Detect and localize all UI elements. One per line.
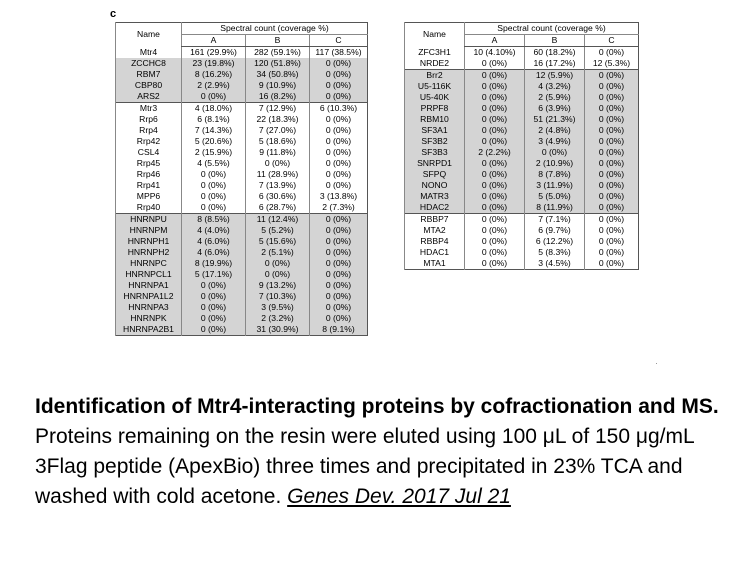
count-b-cell: 22 (18.3%) (246, 114, 310, 125)
protein-name-cell: CSL4 (116, 147, 182, 158)
protein-name-cell: Rrp4 (116, 125, 182, 136)
protein-name-cell: CBP80 (116, 80, 182, 91)
count-a-cell: 4 (6.0%) (182, 236, 246, 247)
count-a-cell: 0 (0%) (182, 313, 246, 324)
count-b-cell: 11 (28.9%) (246, 169, 310, 180)
count-c-cell: 0 (0%) (585, 202, 639, 214)
count-c-cell: 0 (0%) (585, 225, 639, 236)
table-row (116, 147, 368, 158)
protein-name-cell: MATR3 (405, 191, 465, 202)
table-row (405, 70, 639, 82)
count-b-cell: 7 (12.9%) (246, 103, 310, 115)
count-a-cell: 0 (0%) (182, 169, 246, 180)
count-c-cell: 0 (0%) (310, 258, 368, 269)
count-c-cell: 0 (0%) (310, 302, 368, 313)
count-a-cell: 0 (0%) (182, 302, 246, 313)
count-a-cell: 2 (2.9%) (182, 80, 246, 91)
table-row (405, 214, 639, 226)
count-c-cell: 0 (0%) (310, 80, 368, 91)
count-b-cell: 2 (3.2%) (246, 313, 310, 324)
count-b-cell: 9 (10.9%) (246, 80, 310, 91)
count-c-cell: 0 (0%) (585, 103, 639, 114)
table-row (405, 81, 639, 92)
count-b-cell: 2 (5.1%) (246, 247, 310, 258)
table-row (116, 58, 368, 69)
count-a-cell: 4 (5.5%) (182, 158, 246, 169)
protein-name-cell: NRDE2 (405, 58, 465, 70)
protein-name-cell: HDAC2 (405, 202, 465, 214)
count-a-cell: 6 (8.1%) (182, 114, 246, 125)
protein-name-cell: SNRPD1 (405, 158, 465, 169)
count-b-cell: 9 (13.2%) (246, 280, 310, 291)
count-a-cell: 0 (0%) (182, 291, 246, 302)
count-b-cell: 2 (5.9%) (525, 92, 585, 103)
count-a-cell: 7 (14.3%) (182, 125, 246, 136)
count-b-cell: 6 (30.6%) (246, 191, 310, 202)
table-row (405, 114, 639, 125)
count-b-cell: 8 (11.9%) (525, 202, 585, 214)
count-a-cell: 2 (2.2%) (465, 147, 525, 158)
table-row (405, 92, 639, 103)
count-a-cell: 0 (0%) (465, 225, 525, 236)
count-c-cell: 0 (0%) (585, 180, 639, 191)
count-b-cell: 9 (11.8%) (246, 147, 310, 158)
count-b-cell: 51 (21.3%) (525, 114, 585, 125)
count-a-cell: 0 (0%) (465, 202, 525, 214)
count-c-cell: 0 (0%) (310, 236, 368, 247)
count-b-cell: 5 (8.3%) (525, 247, 585, 258)
count-a-cell: 4 (6.0%) (182, 247, 246, 258)
count-c-cell: 0 (0%) (310, 147, 368, 158)
count-b-cell: 7 (7.1%) (525, 214, 585, 226)
count-c-cell: 0 (0%) (310, 158, 368, 169)
count-a-cell: 0 (0%) (182, 91, 246, 103)
table-row (405, 147, 639, 158)
table-row (405, 103, 639, 114)
protein-name-cell: Rrp40 (116, 202, 182, 214)
count-c-cell: 6 (10.3%) (310, 103, 368, 115)
protein-name-cell: HNRNPA2B1 (116, 324, 182, 336)
protein-name-cell: U5-116K (405, 81, 465, 92)
count-c-cell: 0 (0%) (585, 214, 639, 226)
table-row (116, 80, 368, 91)
caption-body-wrap (35, 422, 750, 512)
count-b-cell: 7 (13.9%) (246, 180, 310, 191)
protein-name-cell: ARS2 (116, 91, 182, 103)
protein-name-cell: RBBP4 (405, 236, 465, 247)
count-c-cell: 3 (13.8%) (310, 191, 368, 202)
count-c-cell: 0 (0%) (585, 247, 639, 258)
count-c-cell: 2 (7.3%) (310, 202, 368, 214)
count-a-cell: 0 (0%) (465, 214, 525, 226)
table-row (405, 125, 639, 136)
count-c-cell: 0 (0%) (585, 191, 639, 202)
count-a-cell: 0 (0%) (182, 280, 246, 291)
count-b-cell: 8 (7.8%) (525, 169, 585, 180)
count-b-cell: 282 (59.1%) (246, 47, 310, 59)
protein-name-cell: Rrp6 (116, 114, 182, 125)
protein-name-cell: HNRNPH1 (116, 236, 182, 247)
protein-name-cell: RBM10 (405, 114, 465, 125)
column-c-header: C (310, 35, 368, 47)
count-b-cell: 7 (27.0%) (246, 125, 310, 136)
table-row (405, 47, 639, 59)
count-c-cell: 0 (0%) (585, 169, 639, 180)
count-b-cell: 5 (5.2%) (246, 225, 310, 236)
count-a-cell: 0 (0%) (465, 180, 525, 191)
count-a-cell: 0 (0%) (465, 92, 525, 103)
count-b-cell: 5 (5.0%) (525, 191, 585, 202)
count-c-cell: 8 (9.1%) (310, 324, 368, 336)
count-b-cell: 6 (28.7%) (246, 202, 310, 214)
protein-name-cell: SF3B3 (405, 147, 465, 158)
count-c-cell: 0 (0%) (310, 214, 368, 226)
protein-name-cell: Rrp42 (116, 136, 182, 147)
count-a-cell: 0 (0%) (465, 169, 525, 180)
table-row (116, 258, 368, 269)
count-b-cell: 31 (30.9%) (246, 324, 310, 336)
count-c-cell: 0 (0%) (585, 114, 639, 125)
protein-name-cell: U5-40K (405, 92, 465, 103)
count-a-cell: 0 (0%) (465, 70, 525, 82)
protein-name-cell: HDAC1 (405, 247, 465, 258)
table-row (116, 180, 368, 191)
count-c-cell: 0 (0%) (310, 269, 368, 280)
caption-body: Proteins remaining on the resin were eluted using 100 μL of 150 μg/mL 3Flag peptide (ApexBio) three times and precipitated in 23% TCA and washed with cold acetone. (35, 425, 694, 508)
count-a-cell: 0 (0%) (465, 103, 525, 114)
count-b-cell: 0 (0%) (246, 158, 310, 169)
count-c-cell: 0 (0%) (585, 92, 639, 103)
count-a-cell: 0 (0%) (465, 236, 525, 247)
table-row (405, 258, 639, 270)
protein-name-cell: NONO (405, 180, 465, 191)
protein-name-cell: HNRNPA1L2 (116, 291, 182, 302)
count-c-cell: 0 (0%) (310, 91, 368, 103)
caption-title: Identification of Mtr4-interacting proteins by cofractionation and MS. (35, 395, 719, 418)
table-row (116, 114, 368, 125)
count-b-cell: 3 (4.9%) (525, 136, 585, 147)
count-a-cell: 0 (0%) (182, 191, 246, 202)
left-table-body (116, 47, 368, 336)
protein-name-cell: HNRNPU (116, 214, 182, 226)
protein-name-cell: MTA2 (405, 225, 465, 236)
column-a-header: A (182, 35, 246, 47)
count-c-cell: 0 (0%) (585, 136, 639, 147)
count-b-cell: 0 (0%) (525, 147, 585, 158)
protein-name-cell: SFPQ (405, 169, 465, 180)
count-c-cell: 0 (0%) (310, 280, 368, 291)
count-a-cell: 5 (17.1%) (182, 269, 246, 280)
panel-label: c (110, 8, 117, 20)
table-row (405, 247, 639, 258)
count-c-cell: 0 (0%) (585, 47, 639, 59)
protein-name-cell: MTA1 (405, 258, 465, 270)
count-c-cell: 0 (0%) (585, 70, 639, 82)
count-b-cell: 60 (18.2%) (525, 47, 585, 59)
right-protein-table (404, 22, 639, 270)
protein-name-cell: Mtr3 (116, 103, 182, 115)
count-b-cell: 0 (0%) (246, 269, 310, 280)
spectral-count-header: Spectral count (coverage %) (182, 23, 368, 35)
protein-name-cell: MPP6 (116, 191, 182, 202)
protein-name-cell: RBBP7 (405, 214, 465, 226)
protein-name-cell: HNRNPA3 (116, 302, 182, 313)
count-c-cell: 0 (0%) (585, 147, 639, 158)
count-b-cell: 5 (18.6%) (246, 136, 310, 147)
count-a-cell: 10 (4.10%) (465, 47, 525, 59)
table-row (116, 169, 368, 180)
table-row (116, 313, 368, 324)
count-a-cell: 0 (0%) (465, 81, 525, 92)
protein-name-cell: Mtr4 (116, 47, 182, 59)
count-c-cell: 0 (0%) (310, 313, 368, 324)
name-column-header: Name (116, 23, 182, 47)
count-b-cell: 12 (5.9%) (525, 70, 585, 82)
protein-name-cell: HNRNPA1 (116, 280, 182, 291)
table-row (405, 202, 639, 214)
table-row (116, 125, 368, 136)
count-c-cell: 0 (0%) (585, 236, 639, 247)
count-c-cell: 0 (0%) (310, 180, 368, 191)
table-row (405, 236, 639, 247)
count-b-cell: 0 (0%) (246, 258, 310, 269)
count-c-cell: 0 (0%) (310, 58, 368, 69)
spectral-count-header: Spectral count (coverage %) (465, 23, 639, 35)
count-b-cell: 6 (3.9%) (525, 103, 585, 114)
table-row (116, 236, 368, 247)
count-a-cell: 0 (0%) (182, 180, 246, 191)
table-row (116, 202, 368, 214)
count-b-cell: 34 (50.8%) (246, 69, 310, 80)
left-protein-table (115, 22, 368, 336)
count-b-cell: 5 (15.6%) (246, 236, 310, 247)
count-b-cell: 4 (3.2%) (525, 81, 585, 92)
count-a-cell: 0 (0%) (182, 324, 246, 336)
count-b-cell: 2 (10.9%) (525, 158, 585, 169)
count-b-cell: 6 (12.2%) (525, 236, 585, 247)
table-row (116, 91, 368, 103)
table-row (116, 69, 368, 80)
protein-name-cell: HNRNPK (116, 313, 182, 324)
protein-name-cell: PRPF8 (405, 103, 465, 114)
count-a-cell: 8 (8.5%) (182, 214, 246, 226)
protein-name-cell: HNRNPH2 (116, 247, 182, 258)
count-c-cell: 0 (0%) (585, 125, 639, 136)
table-row (116, 225, 368, 236)
table-row (405, 225, 639, 236)
count-c-cell: 0 (0%) (310, 291, 368, 302)
count-c-cell: 0 (0%) (310, 125, 368, 136)
count-a-cell: 4 (4.0%) (182, 225, 246, 236)
protein-name-cell: SF3A1 (405, 125, 465, 136)
protein-name-cell: Brr2 (405, 70, 465, 82)
protein-name-cell: ZCCHC8 (116, 58, 182, 69)
count-a-cell: 0 (0%) (465, 158, 525, 169)
count-a-cell: 0 (0%) (182, 202, 246, 214)
count-c-cell: 0 (0%) (585, 81, 639, 92)
column-a-header: A (465, 35, 525, 47)
table-row (405, 191, 639, 202)
speck-mark (656, 363, 657, 364)
count-b-cell: 16 (17.2%) (525, 58, 585, 70)
count-a-cell: 2 (15.9%) (182, 147, 246, 158)
count-c-cell: 0 (0%) (585, 258, 639, 270)
count-b-cell: 3 (9.5%) (246, 302, 310, 313)
table-row (116, 47, 368, 59)
count-b-cell: 2 (4.8%) (525, 125, 585, 136)
count-a-cell: 161 (29.9%) (182, 47, 246, 59)
count-a-cell: 8 (16.2%) (182, 69, 246, 80)
count-a-cell: 0 (0%) (465, 114, 525, 125)
count-a-cell: 0 (0%) (465, 125, 525, 136)
count-a-cell: 0 (0%) (465, 191, 525, 202)
table-row (116, 158, 368, 169)
count-b-cell: 120 (51.8%) (246, 58, 310, 69)
count-c-cell: 0 (0%) (310, 169, 368, 180)
name-column-header: Name (405, 23, 465, 47)
table-row (116, 103, 368, 115)
table-row (405, 180, 639, 191)
protein-name-cell: SF3B2 (405, 136, 465, 147)
protein-name-cell: Rrp41 (116, 180, 182, 191)
table-row (116, 136, 368, 147)
count-b-cell: 6 (9.7%) (525, 225, 585, 236)
count-a-cell: 23 (19.8%) (182, 58, 246, 69)
table-row (405, 169, 639, 180)
count-b-cell: 11 (12.4%) (246, 214, 310, 226)
citation-link[interactable]: Genes Dev. 2017 Jul 21 (287, 485, 511, 508)
table-row (116, 247, 368, 258)
table-row (116, 324, 368, 336)
count-a-cell: 0 (0%) (465, 58, 525, 70)
table-row (116, 302, 368, 313)
count-c-cell: 0 (0%) (310, 114, 368, 125)
count-c-cell: 0 (0%) (310, 225, 368, 236)
protein-name-cell: HNRNPM (116, 225, 182, 236)
protein-name-cell: ZFC3H1 (405, 47, 465, 59)
protein-name-cell: Rrp46 (116, 169, 182, 180)
protein-name-cell: Rrp45 (116, 158, 182, 169)
count-a-cell: 0 (0%) (465, 247, 525, 258)
column-b-header: B (246, 35, 310, 47)
protein-name-cell: RBM7 (116, 69, 182, 80)
count-b-cell: 7 (10.3%) (246, 291, 310, 302)
column-c-header: C (585, 35, 639, 47)
table-row (405, 58, 639, 70)
count-c-cell: 12 (5.3%) (585, 58, 639, 70)
count-a-cell: 0 (0%) (465, 136, 525, 147)
count-c-cell: 117 (38.5%) (310, 47, 368, 59)
table-row (116, 291, 368, 302)
table-row (405, 158, 639, 169)
table-row (116, 280, 368, 291)
count-c-cell: 0 (0%) (310, 247, 368, 258)
right-table-body (405, 47, 639, 270)
table-row (116, 191, 368, 202)
count-c-cell: 0 (0%) (310, 136, 368, 147)
column-b-header: B (525, 35, 585, 47)
table-row (116, 269, 368, 280)
protein-name-cell: HNRNPC (116, 258, 182, 269)
count-b-cell: 16 (8.2%) (246, 91, 310, 103)
count-b-cell: 3 (4.5%) (525, 258, 585, 270)
count-b-cell: 3 (11.9%) (525, 180, 585, 191)
count-c-cell: 0 (0%) (585, 158, 639, 169)
count-a-cell: 5 (20.6%) (182, 136, 246, 147)
table-row (405, 136, 639, 147)
count-a-cell: 0 (0%) (465, 258, 525, 270)
figure-caption (35, 392, 750, 512)
count-a-cell: 4 (18.0%) (182, 103, 246, 115)
protein-name-cell: HNRNPCL1 (116, 269, 182, 280)
table-row (116, 214, 368, 226)
count-c-cell: 0 (0%) (310, 69, 368, 80)
count-a-cell: 8 (19.9%) (182, 258, 246, 269)
